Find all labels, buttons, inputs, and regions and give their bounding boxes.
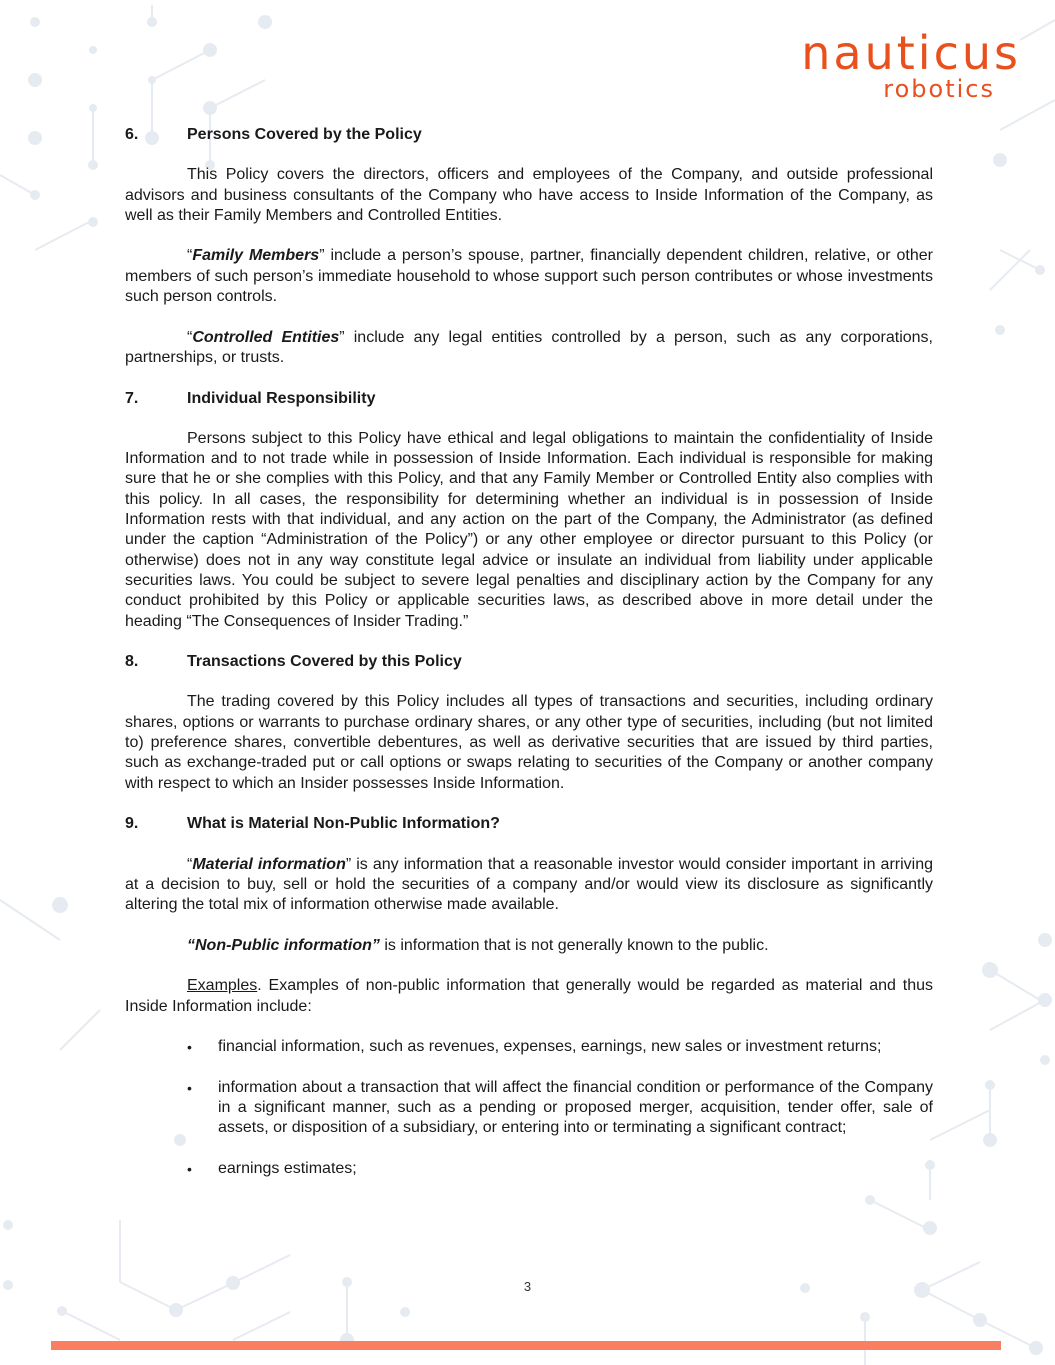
list-item-text: information about a transaction that will affect the financial condition or performance of the Company in a significant manner, such as a pending or proposed merger, acquisition, tender offer, sale of assets, or disposition of a subsidiary, or entering into or terminating a significant contract; — [218, 1078, 933, 1137]
examples-paragraph — [125, 976, 933, 1017]
section-heading-6 — [125, 125, 933, 145]
section-number: 8. — [125, 653, 139, 671]
open-quote: “ — [187, 328, 193, 346]
definition-paragraph — [125, 936, 933, 956]
list-item-text: earnings estimates; — [218, 1159, 357, 1177]
section-title: What is Material Non-Public Information? — [187, 815, 500, 833]
paragraph: This Policy covers the directors, officers and employees of the Company, and outside professional advisors and business consultants of the Company who have access to Inside Information of the Company, as well as their Family Members and Controlled Entities. — [125, 166, 933, 224]
close-quote: ” — [345, 855, 352, 873]
defined-term: Family Members — [192, 247, 320, 265]
defined-term: “Non-Public information” — [187, 936, 380, 954]
list-item-text: financial information, such as revenues, expenses, earnings, new sales or investment returns; — [218, 1038, 882, 1056]
section-title: Individual Responsibility — [187, 389, 376, 407]
logo-subtitle: robotics — [883, 75, 995, 103]
page-number: 3 — [523, 1279, 532, 1294]
section-heading-7 — [125, 389, 933, 409]
section-number: 9. — [125, 815, 139, 833]
bullet-icon: • — [187, 1079, 192, 1096]
defined-term: Controlled Entities — [192, 328, 340, 346]
logo-wordmark: nauticus — [801, 26, 1021, 80]
section-title: Persons Covered by the Policy — [187, 126, 422, 143]
definition-paragraph — [125, 855, 933, 916]
section-heading-9 — [125, 814, 933, 834]
definition-text: is any information that a reasonable investor would consider important in arriving at a decision to buy, sell or hold the securities of a company and/or would view its disclosure as significantly altering the total mix of information otherwise made available. — [125, 855, 933, 914]
definition-paragraph — [125, 328, 933, 369]
paragraph: The trading covered by this Policy includes all types of transactions and securities, including ordinary shares, options or warrants to purchase ordinary shares, or any other type of securities, including (but not limited to) preference shares, convertible debentures, as well as derivative securities that are issued by third parties, such as exchange-traded put or call options or swaps relating to securities of the Company or another company with respect to which an Insider possesses Inside Information. — [125, 693, 933, 792]
definition-text: is information that is not generally known to the public. — [379, 936, 769, 954]
footer-accent-bar — [51, 1341, 1001, 1350]
examples-list — [125, 1037, 933, 1179]
section-heading-8 — [125, 652, 933, 672]
definition-text: include a person’s spouse, partner, financially dependent children, relative, or other members of such person’s immediate household to whose support such person contributes or whose investments such person controls. — [125, 247, 933, 306]
section-title: Transactions Covered by this Policy — [187, 653, 462, 671]
examples-label: Examples — [187, 977, 258, 995]
bullet-icon: • — [187, 1160, 192, 1177]
open-quote: “ — [187, 855, 193, 873]
paragraph: Persons subject to this Policy have ethical and legal obligations to maintain the confidentiality of Inside Information and to not trade while in possession of Inside Information. Each individual is responsible for making sure that he or she complies with this Policy, and that any Family Member or Controlled Entity also complies with this policy. In all cases, the responsibility for determining whether an individual is in possession of Inside Information rests with that individual, and any action on the part of the Company, the Administrator (as defined under the caption “Administration of the Policy”) or any other employee or director pursuant to this Policy (or otherwise) does not in any way constitute legal advice or insulate an individual from liability under applicable securities laws. You could be subject to severe legal penalties and disciplinary action by the Company for any conduct prohibited by this Policy or applicable securities laws, as described above in more detail under the heading “The Consequences of Insider Trading.” — [125, 429, 933, 630]
section-number: 7. — [125, 389, 139, 407]
close-quote: ” — [319, 247, 325, 265]
definition-text: include any legal entities controlled by a person, such as any corporations, partnerships, or trusts. — [125, 328, 933, 366]
open-quote: “ — [187, 247, 193, 265]
company-logo — [741, 26, 1021, 103]
close-quote: ” — [339, 328, 345, 346]
bullet-icon: • — [187, 1039, 192, 1056]
defined-term: Material information — [192, 855, 346, 873]
list-item — [125, 1037, 933, 1057]
definition-paragraph — [125, 246, 933, 307]
section-number: 6. — [125, 126, 139, 143]
document-body — [125, 125, 933, 1200]
examples-text: . Examples of non-public information that generally would be regarded as material and thus Inside Information include: — [125, 977, 933, 1015]
list-item — [125, 1159, 933, 1179]
list-item — [125, 1078, 933, 1139]
